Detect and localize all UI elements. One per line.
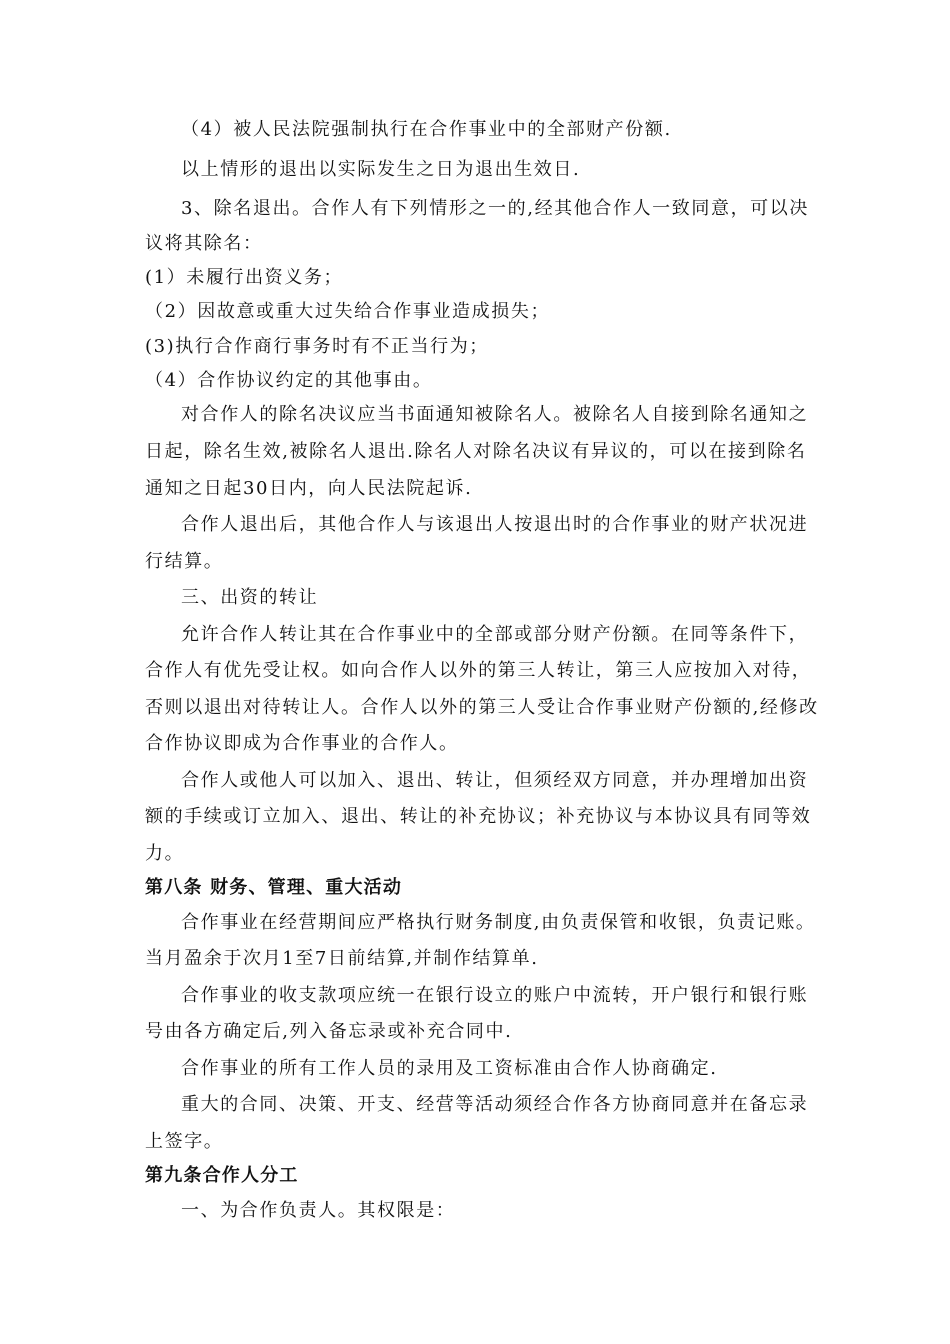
section-heading-article-9: 第九条合作人分工 — [145, 1165, 299, 1186]
text-line-15: 允许合作人转让其在合作事业中的全部或部分财产份额。在同等条件下， — [181, 624, 809, 645]
text-line-23: 合作事业在经营期间应严格执行财务制度,由负责保管和收银，负责记账。 — [181, 912, 816, 933]
text-line-16: 合作人有优先受让权。如向合作人以外的第三人转让，第三人应按加入对待， — [145, 660, 812, 681]
text-line-3: 3、除名退出。合作人有下列情形之一的,经其他合作人一致同意，可以决 — [181, 198, 809, 219]
text-line-4: 议将其除名： — [145, 233, 263, 254]
text-line-20: 额的手续或订立加入、退出、转让的补充协议；补充协议与本协议具有同等效 — [145, 806, 812, 827]
text-line-26: 号由各方确定后,列入备忘录或补充合同中. — [145, 1021, 513, 1042]
text-line-6: （2）因故意或重大过失给合作事业造成损失； — [145, 301, 551, 322]
text-line-12: 合作人退出后，其他合作人与该退出人按退出时的合作事业的财产状况进 — [181, 514, 809, 535]
text-line-17: 否则以退出对待转让人。合作人以外的第三人受让合作事业财产份额的,经修改 — [145, 697, 819, 718]
text-line-14: 三、出资的转让 — [181, 587, 319, 608]
text-line-31: 一、为合作负责人。其权限是： — [181, 1200, 456, 1221]
text-line-25: 合作事业的收支款项应统一在银行设立的账户中流转，开户银行和银行账 — [181, 985, 809, 1006]
text-line-7: (3)执行合作商行事务时有不正当行为； — [145, 336, 489, 357]
text-line-27: 合作事业的所有工作人员的录用及工资标准由合作人协商确定. — [181, 1058, 718, 1079]
text-line-5: (1）未履行出资义务； — [145, 267, 344, 288]
text-line-13: 行结算。 — [145, 551, 224, 572]
text-line-1: （4）被人民法院强制执行在合作事业中的全部财产份额. — [181, 119, 672, 140]
section-heading-article-8: 第八条 财务、管理、重大活动 — [145, 877, 403, 898]
text-line-10: 日起，除名生效,被除名人退出.除名人对除名决议有异议的，可以在接到除名 — [145, 441, 807, 462]
text-line-24: 当月盈余于次月1至7日前结算,并制作结算单. — [145, 948, 539, 969]
text-line-19: 合作人或他人可以加入、退出、转让，但须经双方同意，并办理增加出资 — [181, 770, 809, 791]
text-line-28: 重大的合同、决策、开支、经营等活动须经合作各方协商同意并在备忘录 — [181, 1094, 809, 1115]
text-line-11: 通知之日起30日内，向人民法院起诉. — [145, 478, 473, 499]
text-line-29: 上签字。 — [145, 1131, 224, 1152]
text-line-8: （4）合作协议约定的其他事由。 — [145, 370, 433, 391]
text-line-21: 力。 — [145, 843, 185, 864]
text-line-9: 对合作人的除名决议应当书面通知被除名人。被除名人自接到除名通知之 — [181, 404, 809, 425]
text-line-2: 以上情形的退出以实际发生之日为退出生效日. — [181, 159, 581, 180]
text-line-18: 合作协议即成为合作事业的合作人。 — [145, 733, 459, 754]
